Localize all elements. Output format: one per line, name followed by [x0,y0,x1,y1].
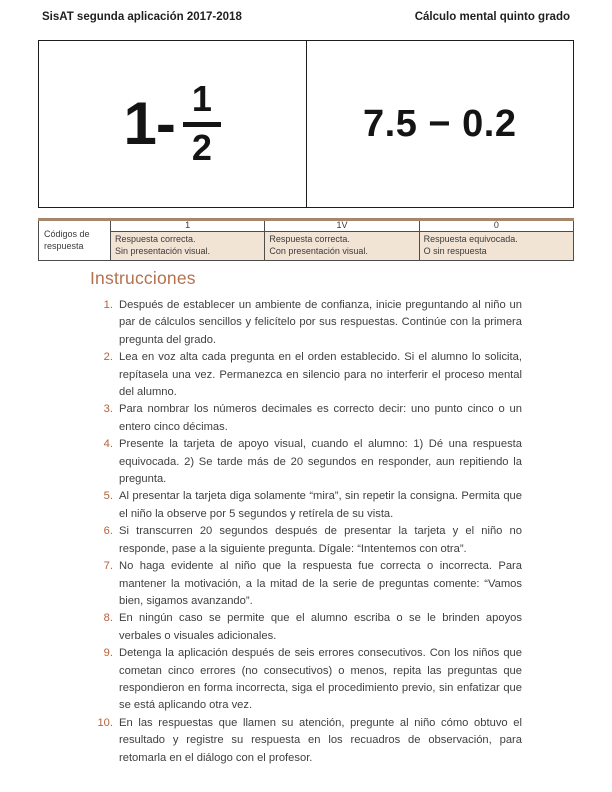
instruction-text: Para nombrar los números decimales es correcto decir: uno punto cinco o un entero cinco décimas. [119,403,522,433]
decimal-expression: 7.5 − 0.2 [363,102,517,145]
instruction-text: No haga evidente al niño que la respuesta fue correcta o incorrecta. Para mantener la motivación, a la mitad de la serie de preguntas comente: “Vamos bien, sigamos avanzando”. [119,560,522,607]
instruction-item-4 [95,436,522,488]
code-cell-0: 0 [419,220,573,232]
header-left-title: SisAT segunda aplicación 2017-2018 [42,11,242,23]
instruction-number: 10. [97,716,113,729]
instruction-text: Después de establecer un ambiente de confianza, inicie preguntando al niño un par de cálculos sencillos y felicítelo por sus respuestas. Continúe con la primera pregunta del grado. [119,299,522,346]
code-desc-line: Respuesta correcta. [115,234,196,245]
code-desc-1v [265,232,419,261]
instruction-item-10 [95,715,522,767]
instruction-number: 9. [103,647,113,660]
instruction-item-5 [95,488,522,523]
instruction-text: En las respuestas que llamen su atención, pregunte al niño cómo obtuvo el resultado y registre su respuesta en los recuadros de observación, para retomarla en el diálogo con el profesor. [119,716,522,764]
table-row [39,232,574,261]
instruction-text: Lea en voz alta cada pregunta en el orden establecido. Si el alumno lo solicita, repítasela una vez. Permanezca en silencio para no interferir el proceso mental del alumno. [119,351,522,399]
fraction-whole-number: 1- [123,90,175,157]
instructions-list [95,297,522,767]
instruction-number: 7. [103,560,113,573]
page-header [42,11,570,23]
instruction-item-8 [95,610,522,645]
header-right-title: Cálculo mental quinto grado [414,11,570,23]
instruction-number: 2. [103,351,113,364]
response-codes-table [38,218,574,261]
code-desc-1 [111,232,265,261]
code-cell-1: 1 [111,220,265,232]
code-desc-line: Respuesta equivocada. [423,234,518,245]
fraction-expression [123,78,221,168]
table-row [39,220,574,232]
code-desc-line: Respuesta correcta. [269,234,350,245]
instruction-item-2 [95,349,522,401]
instruction-text: Presente la tarjeta de apoyo visual, cuando el alumno: 1) Dé una respuesta equivocada. 2) Se tarde más de 20 segundos en responder, aun repitiendo la pregunta. [119,438,522,486]
instruction-item-3 [95,401,522,436]
code-desc-line: Sin presentación visual. [115,246,211,256]
fraction-stack [183,78,221,168]
instruction-item-6 [95,523,522,558]
instruction-number: 6. [103,525,113,538]
instruction-text: Si transcurren 20 segundos después de presentar la tarjeta y el niño no responde, pase a la siguiente pregunta. Dígale: “Intentemos con otra”. [119,525,522,555]
instruction-number: 5. [103,490,113,503]
fraction-numerator: 1 [183,81,221,127]
code-cell-1v: 1V [265,220,419,232]
instruction-number: 3. [103,403,113,416]
instruction-text: En ningún caso se permite que el alumno escriba o se le brinden apoyos verbales o visuales adicionales. [119,612,522,642]
instruction-number: 4. [103,438,113,451]
decimal-card [306,41,574,207]
instruction-item-7 [95,558,522,610]
instruction-item-1 [95,297,522,349]
codes-row-label: Códigos de respuesta [39,220,111,261]
instruction-number: 8. [103,612,113,625]
instruction-item-9 [95,645,522,715]
instructions-title: Instrucciones [90,268,196,288]
code-desc-line: O sin respuesta [423,246,487,256]
instruction-text: Detenga la aplicación después de seis errores consecutivos. Con los niños que cometan cinco errores (no consecutivos) o menos, repita las preguntas que respondieron en forma incorrecta, siga el procedimiento previo, sin enfatizar que se está aplicando otra vez. [119,647,522,712]
math-cards [38,40,574,208]
fraction-denominator: 2 [191,127,212,168]
code-desc-0 [419,232,573,261]
code-desc-line: Con presentación visual. [269,246,368,256]
instruction-number: 1. [103,299,113,311]
instruction-text: Al presentar la tarjeta diga solamente “mira”, sin repetir la consigna. Permita que el niño la observe por 5 segundos y retírela de su vista. [119,490,522,520]
fraction-card [39,41,306,207]
